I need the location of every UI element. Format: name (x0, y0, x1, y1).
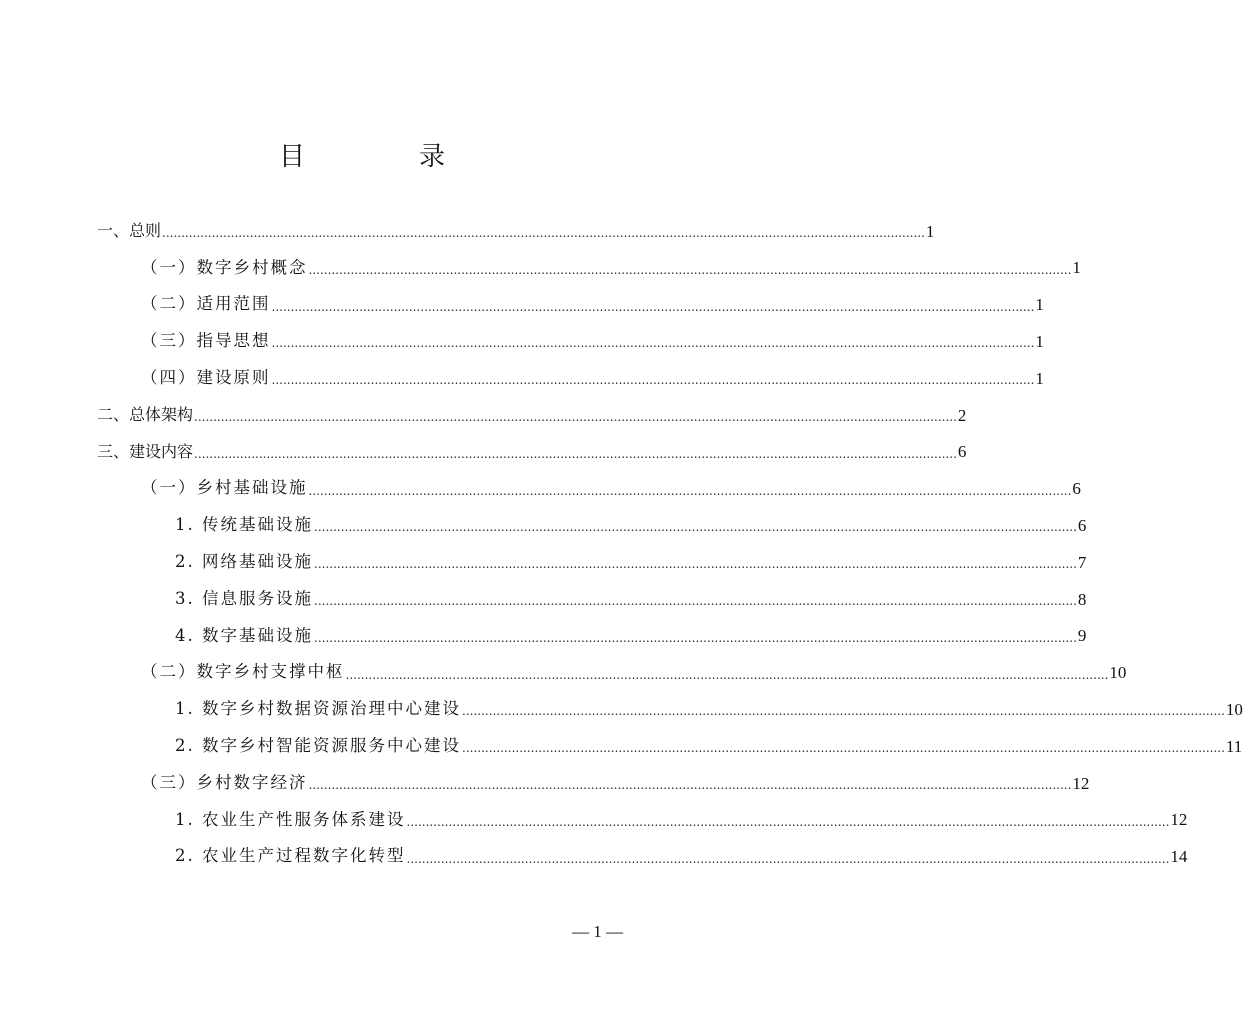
toc-leader-dots: ........................................................................................................................................................................................................ (314, 594, 1077, 608)
toc-entry-title: （一）数字乡村概念 (141, 257, 308, 277)
toc-entry[interactable] (141, 471, 1081, 507)
toc-entry[interactable] (175, 691, 1243, 727)
toc-leader-dots: ........................................................................................................................................................................................................ (462, 704, 1225, 719)
page-number-footer: — 1 — (572, 922, 623, 941)
toc-leader-dots: ........................................................................................................................................................................................................ (406, 851, 1170, 866)
toc-leader-dots: ........................................................................................................................................................................................................ (162, 226, 925, 240)
toc-leader-dots: ........................................................................................................................................................................................................ (314, 630, 1077, 645)
toc-page-number: 12 (1072, 773, 1090, 793)
toc-page-number: 11 (1225, 736, 1243, 756)
toc-leader-dots: ........................................................................................................................................................................................................ (308, 778, 1072, 792)
toc-entry[interactable] (175, 839, 1188, 875)
toc-page-number: 14 (1170, 847, 1188, 867)
toc-entry[interactable] (141, 360, 1044, 396)
toc-entry[interactable] (175, 544, 1087, 580)
page-title: 目 录 (278, 142, 489, 172)
toc-leader-dots: ........................................................................................................................................................................................................ (308, 483, 1072, 498)
toc-entry-title: 1. 数字乡村数据资源治理中心建设 (175, 699, 461, 719)
toc-page-number: 6 (957, 442, 967, 462)
toc-page-number: 10 (1225, 699, 1243, 719)
toc-entry[interactable] (175, 802, 1188, 838)
toc-leader-dots: ........................................................................................................................................................................................................ (271, 373, 1035, 388)
toc-entry-title: （四）建设原则 (141, 367, 271, 387)
toc-entry[interactable] (97, 434, 967, 470)
toc-leader-dots: ........................................................................................................................................................................................................ (308, 262, 1072, 277)
toc-entry-title: 2. 数字乡村智能资源服务中心建设 (175, 735, 461, 755)
toc-entry-title: （二）数字乡村支撑中枢 (141, 662, 345, 682)
toc-leader-dots: ........................................................................................................................................................................................................ (462, 741, 1225, 756)
toc-leader-dots: ........................................................................................................................................................................................................ (314, 557, 1077, 572)
toc-leader-dots: ........................................................................................................................................................................................................ (271, 299, 1035, 314)
toc-page-number: 10 (1109, 663, 1127, 683)
toc-leader-dots: ........................................................................................................................................................................................................ (194, 410, 957, 424)
toc-entry[interactable] (97, 213, 935, 249)
toc-entry[interactable] (175, 507, 1087, 543)
toc-entry-title: 3. 信息服务设施 (175, 588, 313, 608)
toc-leader-dots: ........................................................................................................................................................................................................ (345, 667, 1109, 682)
toc-entry-title: 二、总体架构 (97, 405, 194, 424)
toc-entry[interactable] (175, 618, 1087, 654)
toc-page-number: 1 (1035, 331, 1044, 351)
toc-entry-title: （二）适用范围 (141, 294, 271, 314)
toc-page-number: 1 (1072, 258, 1081, 278)
toc-entry-title: 1. 传统基础设施 (175, 515, 313, 535)
toc-page-number: 6 (1072, 479, 1081, 499)
toc-page-number: 1 (925, 221, 935, 241)
toc-page-number: 9 (1077, 626, 1087, 646)
toc-entry[interactable] (141, 655, 1127, 691)
toc-entry-title: （一）乡村基础设施 (141, 478, 308, 498)
toc-page-number: 6 (1077, 515, 1087, 535)
toc-entry-title: 三、建设内容 (97, 441, 194, 461)
toc-entry-title: （三）指导思想 (141, 331, 271, 351)
toc-entry-title: 2. 农业生产过程数字化转型 (175, 846, 406, 866)
toc-entry-title: （三）乡村数字经济 (141, 772, 308, 792)
toc-entry[interactable] (175, 581, 1087, 617)
toc-leader-dots: ........................................................................................................................................................................................................ (314, 520, 1077, 535)
toc-page-number: 8 (1077, 589, 1087, 609)
toc-entry-title: 4. 数字基础设施 (175, 625, 313, 645)
toc-page-number: 1 (1035, 368, 1044, 388)
toc-page-number: 1 (1035, 295, 1044, 315)
toc-entry[interactable] (141, 323, 1044, 359)
toc-page-number: 2 (957, 405, 967, 425)
toc-entry[interactable] (141, 765, 1090, 801)
toc-entry[interactable] (175, 728, 1243, 764)
toc-page-number: 12 (1170, 810, 1188, 830)
toc-entry-title: 1. 农业生产性服务体系建设 (175, 809, 406, 829)
toc-page-number: 7 (1077, 552, 1087, 572)
toc-leader-dots: ........................................................................................................................................................................................................ (271, 336, 1035, 351)
toc-entry[interactable] (97, 397, 967, 433)
toc-entry-title: 一、总则 (97, 221, 162, 240)
toc-leader-dots: ........................................................................................................................................................................................................ (406, 814, 1170, 829)
toc-leader-dots: ........................................................................................................................................................................................................ (194, 446, 957, 461)
toc-entry[interactable] (141, 287, 1044, 323)
toc-entry[interactable] (141, 250, 1081, 286)
toc-entry-title: 2. 网络基础设施 (175, 551, 313, 571)
